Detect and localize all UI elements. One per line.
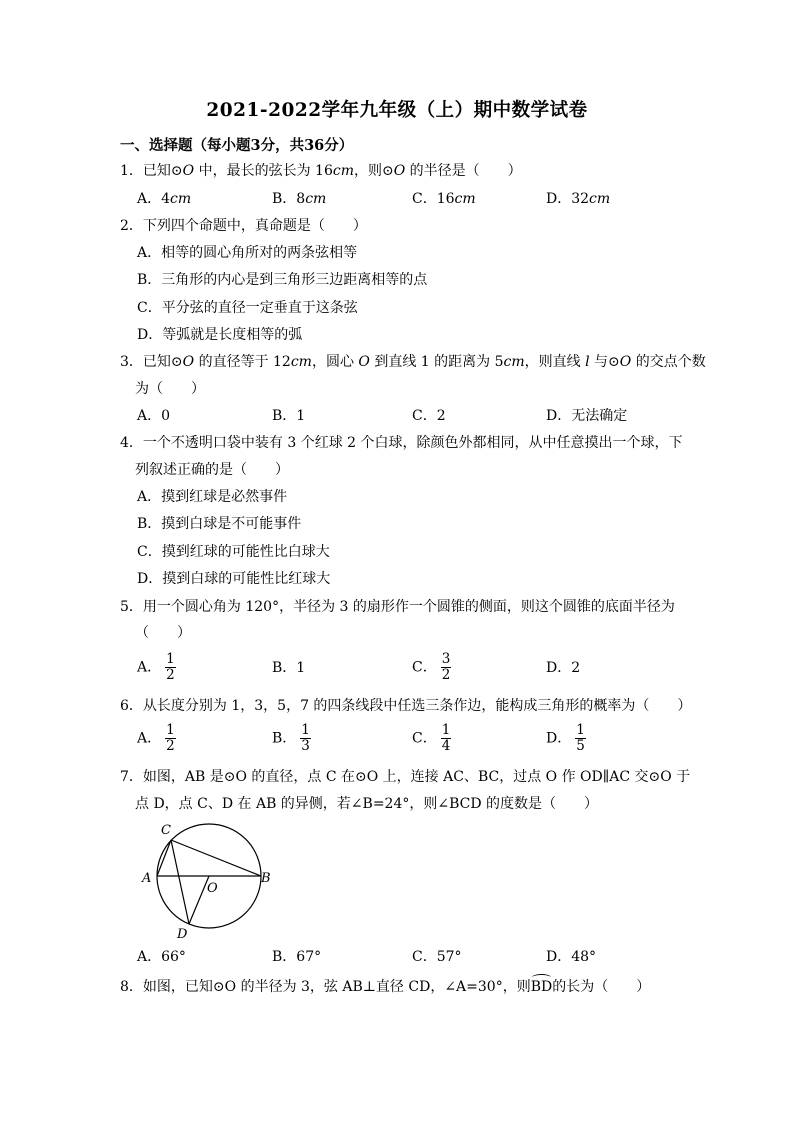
- question-7-option-b: B．67°: [272, 949, 322, 965]
- question-5-stem-line-1: 5．用一个圆心角为 120°，半径为 3 的扇形作一个圆锥的侧面，则这个圆锥的底面半径为: [120, 599, 675, 615]
- question-5-option-b: B．1: [272, 660, 306, 676]
- fraction: $\frac{1}{5}$: [576, 722, 585, 754]
- fraction: $\frac{1}{2}$: [166, 651, 175, 683]
- point-label-d: D: [177, 927, 188, 940]
- fraction: $\frac{1}{4}$: [441, 722, 451, 754]
- question-2-option-c: C．平分弦的直径一定垂直于这条弦: [137, 300, 358, 316]
- question-6-stem: 6．从长度分别为 1，3，5，7 的四条线段中任选三条作边，能构成三角形的概率为（ ）: [120, 698, 692, 714]
- question-4-stem-line-1: 4．一个不透明口袋中装有 3 个红球 2 个白球，除颜色外都相同，从中任意摸出一个球，下: [120, 435, 683, 451]
- question-4-option-c: C．摸到红球的可能性比白球大: [137, 544, 330, 560]
- question-3-stem-line-1: 3．已知⊙O 的直径等于 12cm，圆心 O 到直线 1 的距离为 5cm，则直线 l 与⊙O 的交点个数: [120, 354, 706, 370]
- point-label-a: A: [142, 871, 152, 886]
- question-6-option-c: C． $\frac{1}{4}$: [412, 722, 451, 754]
- question-1-option-c: C．16cm: [412, 191, 476, 207]
- question-5-option-d: D．2: [546, 660, 581, 676]
- question-5-option-c: C． $\frac{3}{2}$: [412, 651, 451, 683]
- point-label-b: B: [261, 871, 271, 886]
- page-title: 2021-2022学年九年级（上）期中数学试卷: [206, 100, 588, 121]
- question-7-option-c: C．57°: [412, 949, 462, 965]
- section-heading: 一、选择题（每小题3分，共36分）: [120, 137, 354, 154]
- question-7-stem-line-1: 7．如图，AB 是⊙O 的直径，点 C 在⊙O 上，连接 AC、BC，过点 O 作 OD∥AC 交⊙O 于: [120, 769, 691, 785]
- circle-geometry-figure: [137, 820, 277, 940]
- question-5-stem-line-2: （ ）: [135, 625, 191, 641]
- point-label-o: O: [207, 881, 218, 896]
- question-4-stem-line-2: 列叙述正确的是（ ）: [135, 462, 289, 478]
- arc-bd: BD: [530, 979, 553, 995]
- chord-ac: [157, 840, 171, 876]
- question-1-stem: 1．已知⊙O 中，最长的弦长为 16cm，则⊙O 的半径是（ ）: [120, 163, 522, 179]
- question-2-option-a: A．相等的圆心角所对的两条弦相等: [137, 245, 358, 261]
- question-2-stem: 2．下列四个命题中，真命题是（ ）: [120, 218, 367, 234]
- question-6-option-a: A． $\frac{1}{2}$: [137, 722, 175, 754]
- segment-od: [189, 876, 209, 924]
- chord-cd: [171, 840, 189, 924]
- question-5-option-a: A． $\frac{1}{2}$: [137, 651, 175, 683]
- question-3-stem-line-2: 为（ ）: [135, 381, 205, 397]
- fraction: $\frac{1}{3}$: [301, 722, 310, 754]
- question-2-option-b: B．三角形的内心是到三角形三边距离相等的点: [137, 272, 428, 288]
- question-3-option-b: B．1: [272, 408, 306, 424]
- fraction: $\frac{1}{2}$: [166, 722, 175, 754]
- question-4-option-d: D．摸到白球的可能性比红球大: [137, 571, 331, 587]
- question-6-option-b: B． $\frac{1}{3}$: [272, 722, 310, 754]
- question-6-option-d: D． $\frac{1}{5}$: [546, 722, 585, 754]
- point-label-c: C: [161, 823, 171, 838]
- question-1-option-d: D．32cm: [546, 191, 611, 207]
- chord-bc: [171, 840, 261, 876]
- question-7-option-a: A．66°: [137, 949, 186, 965]
- fraction: $\frac{3}{2}$: [441, 651, 451, 683]
- question-7-stem-line-2: 点 D，点 C、D 在 AB 的异侧，若∠B=24°，则∠BCD 的度数是（ ）: [135, 796, 599, 812]
- question-8-stem: 8．如图，已知⊙O 的半径为 3，弦 AB⊥直径 CD，∠A=30°，则BD的长为（ ）: [120, 979, 651, 995]
- question-7-option-d: D．48°: [546, 949, 597, 965]
- question-3-option-a: A．0: [137, 408, 171, 424]
- question-3-option-c: C．2: [412, 408, 446, 424]
- question-1-option-b: B．8cm: [272, 191, 327, 207]
- question-1-option-a: A．4cm: [137, 191, 192, 207]
- question-4-option-b: B．摸到白球是不可能事件: [137, 516, 302, 532]
- question-3-option-d: D．无法确定: [546, 408, 628, 424]
- question-4-option-a: A．摸到红球是必然事件: [137, 489, 288, 505]
- question-2-option-d: D．等弧就是长度相等的弧: [137, 327, 303, 343]
